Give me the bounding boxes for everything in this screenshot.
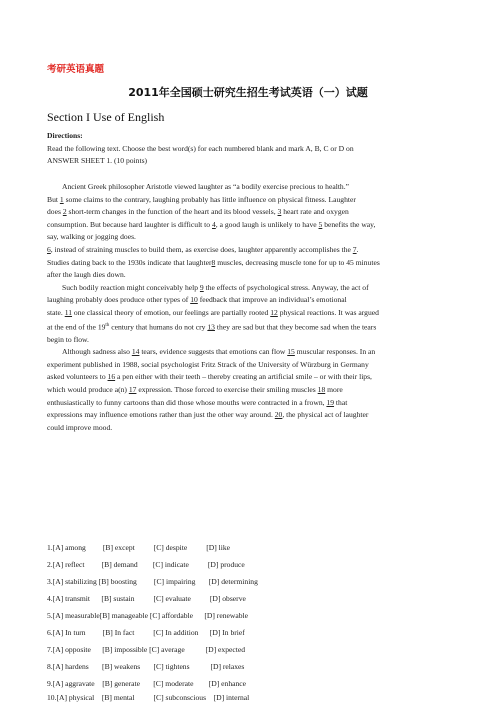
passage-line: does 2 short-term changes in the function of the heart and its blood vessels, 3 heart rate and oxygen <box>47 207 349 217</box>
blank: 13 <box>207 322 215 332</box>
blank: 6 <box>47 244 51 254</box>
passage-line: laughing probably does produce other types of 10 feedback that improve an individual’s emotional <box>47 295 347 305</box>
directions-line: ANSWER SHEET 1. (10 points) <box>47 156 148 166</box>
passage-line: Ancient Greek philosopher Aristotle viewed laughter as “a bodily exercise precious to health.” <box>62 182 349 191</box>
passage-line: consumption. But because hard laughter is difficult to 4, a good laugh is unlikely to have 5 benefits the way, <box>47 219 376 229</box>
passage-line: begin to flow. <box>47 334 89 344</box>
passage-line: expressions may influence emotions rather than just the other way around. 20, the physical act of laughter <box>47 410 369 420</box>
passage-line: 6, instead of straining muscles to build them, as exercise does, laughter apparently accomplishes the 7. <box>47 244 359 254</box>
option-row: 8.[A] hardens [B] weakens [C] tightens [D] relaxes <box>47 662 245 671</box>
passage-line: enthusiastically to funny cartoons than did those whose mouths were contracted in a frown, 19 that <box>47 397 348 407</box>
passage-line: Such bodily reaction might conceivably help 9 the effects of psychological stress. Anyway, the act of <box>62 282 369 292</box>
blank: 2 <box>62 207 67 217</box>
passage-line: asked volunteers to 16 a pen either with their teeth – thereby creating an artificial smile – or with their lips, <box>47 372 372 382</box>
blank: 17 <box>128 385 137 395</box>
section-heading: Section I Use of English <box>47 110 165 124</box>
passage-line: say, walking or jogging does. <box>47 232 136 242</box>
passage-line: at the end of the 19th century that humans do not cry 13 they are sad but that they become sad when the tears <box>47 322 377 332</box>
page-title: 2011年全国硕士研究生招生考试英语（一）试题 <box>128 86 368 99</box>
option-row: 4.[A] transmit [B] sustain [C] evaluate [D] observe <box>47 594 246 603</box>
blank: 9 <box>199 282 204 292</box>
passage-line: experiment published in 1988, social psychologist Fritz Strack of the University of Würzburg in Germany <box>47 359 369 369</box>
option-row: 7.[A] opposite [B] impossible [C] average [D] expected <box>47 645 246 654</box>
blank: 7 <box>352 244 357 254</box>
passage-line: But 1 some claims to the contrary, laughing probably has little influence on physical fitness. Laughter <box>47 194 356 204</box>
passage-line: Although sadness also 14 tears, evidence suggests that emotions can flow 15 muscular responses. In an <box>62 347 376 357</box>
blank: 18 <box>317 385 326 395</box>
blank: 16 <box>107 372 116 382</box>
blank: 4 <box>212 219 216 229</box>
blank: 8 <box>211 257 216 267</box>
option-row: 3.[A] stabilizing [B] boosting [C] impairing [D] determining <box>47 577 258 586</box>
passage-line: Studies dating back to the 1930s indicate that laughter8 muscles, decreasing muscle tone for up to 45 minutes <box>47 257 380 267</box>
option-row: 6.[A] In turn [B] In fact [C] In addition [D] In brief <box>47 628 245 637</box>
option-row: 5.[A] measurable[B] manageable [C] affordable [D] renewable <box>47 611 249 620</box>
passage <box>47 181 452 434</box>
passage-line: state. 11 one classical theory of emotion, our feelings are partially rooted 12 physical reactions. It was argued <box>47 307 379 317</box>
blank: 1 <box>59 194 64 204</box>
blank: 3 <box>277 207 282 217</box>
directions <box>47 130 452 168</box>
blank: 14 <box>131 347 140 357</box>
blank: 20 <box>274 410 283 420</box>
blank: 5 <box>318 219 323 229</box>
blank: 12 <box>270 307 278 317</box>
passage-line: after the laugh dies down. <box>47 270 126 280</box>
option-row: 10.[A] physical [B] mental [C] subconscious [D] internal <box>47 693 250 702</box>
directions-label: Directions: <box>47 131 83 140</box>
blank: 19 <box>326 397 335 407</box>
passage-line: which would produce a(n) 17 expression. Those forced to exercise their smiling muscles 18 more <box>47 385 343 395</box>
passage-line: could improve mood. <box>47 422 113 432</box>
option-row: 2.[A] reflect [B] demand [C] indicate [D] produce <box>47 560 245 569</box>
blank: 10 <box>190 295 198 305</box>
blank: 15 <box>287 347 295 357</box>
option-row: 1.[A] among [B] except [C] despite [D] like <box>47 543 231 552</box>
option-row: 9.[A] aggravate [B] generate [C] moderate [D] enhance <box>47 679 247 688</box>
directions-line: Read the following text. Choose the best word(s) for each numbered blank and mark A, B, C or D on <box>47 143 354 153</box>
blank: 11 <box>64 307 73 317</box>
exam-tag: 考研英语真题 <box>47 64 105 75</box>
